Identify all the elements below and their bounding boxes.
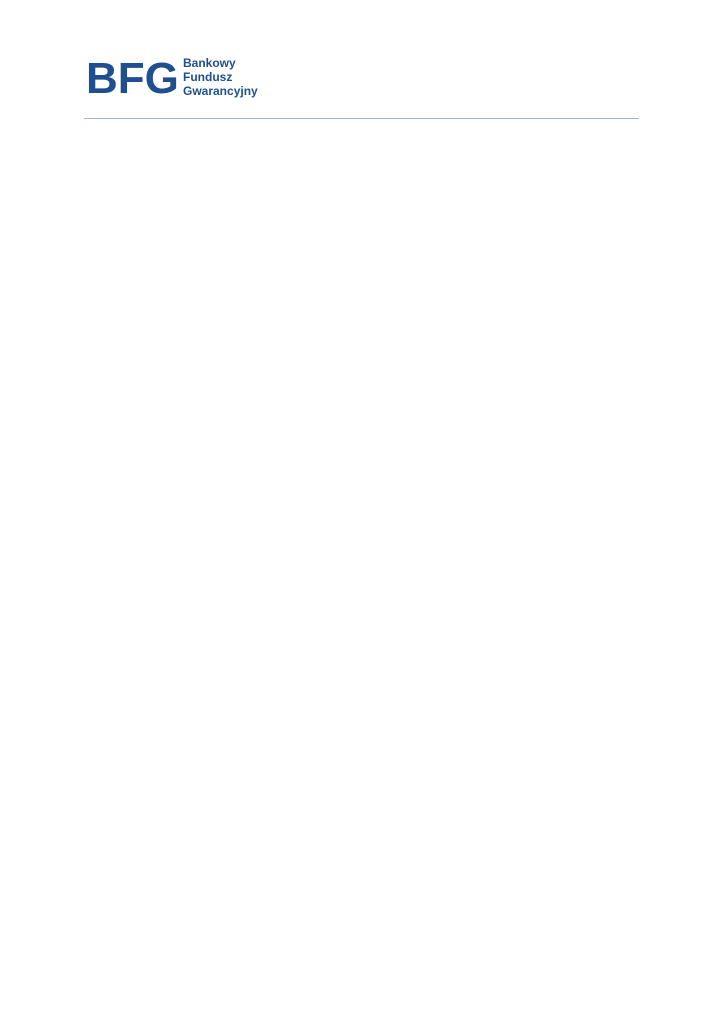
logo-word-1: Bankowy [183,56,236,70]
logo-word-3: Gwarancyjny [183,84,258,98]
header-divider [84,118,639,119]
logo-letters: BFG [86,55,179,99]
bfg-logo-mark [86,55,182,99]
logo-word-2: Fundusz [183,70,233,84]
logo-wordmark [183,56,258,98]
